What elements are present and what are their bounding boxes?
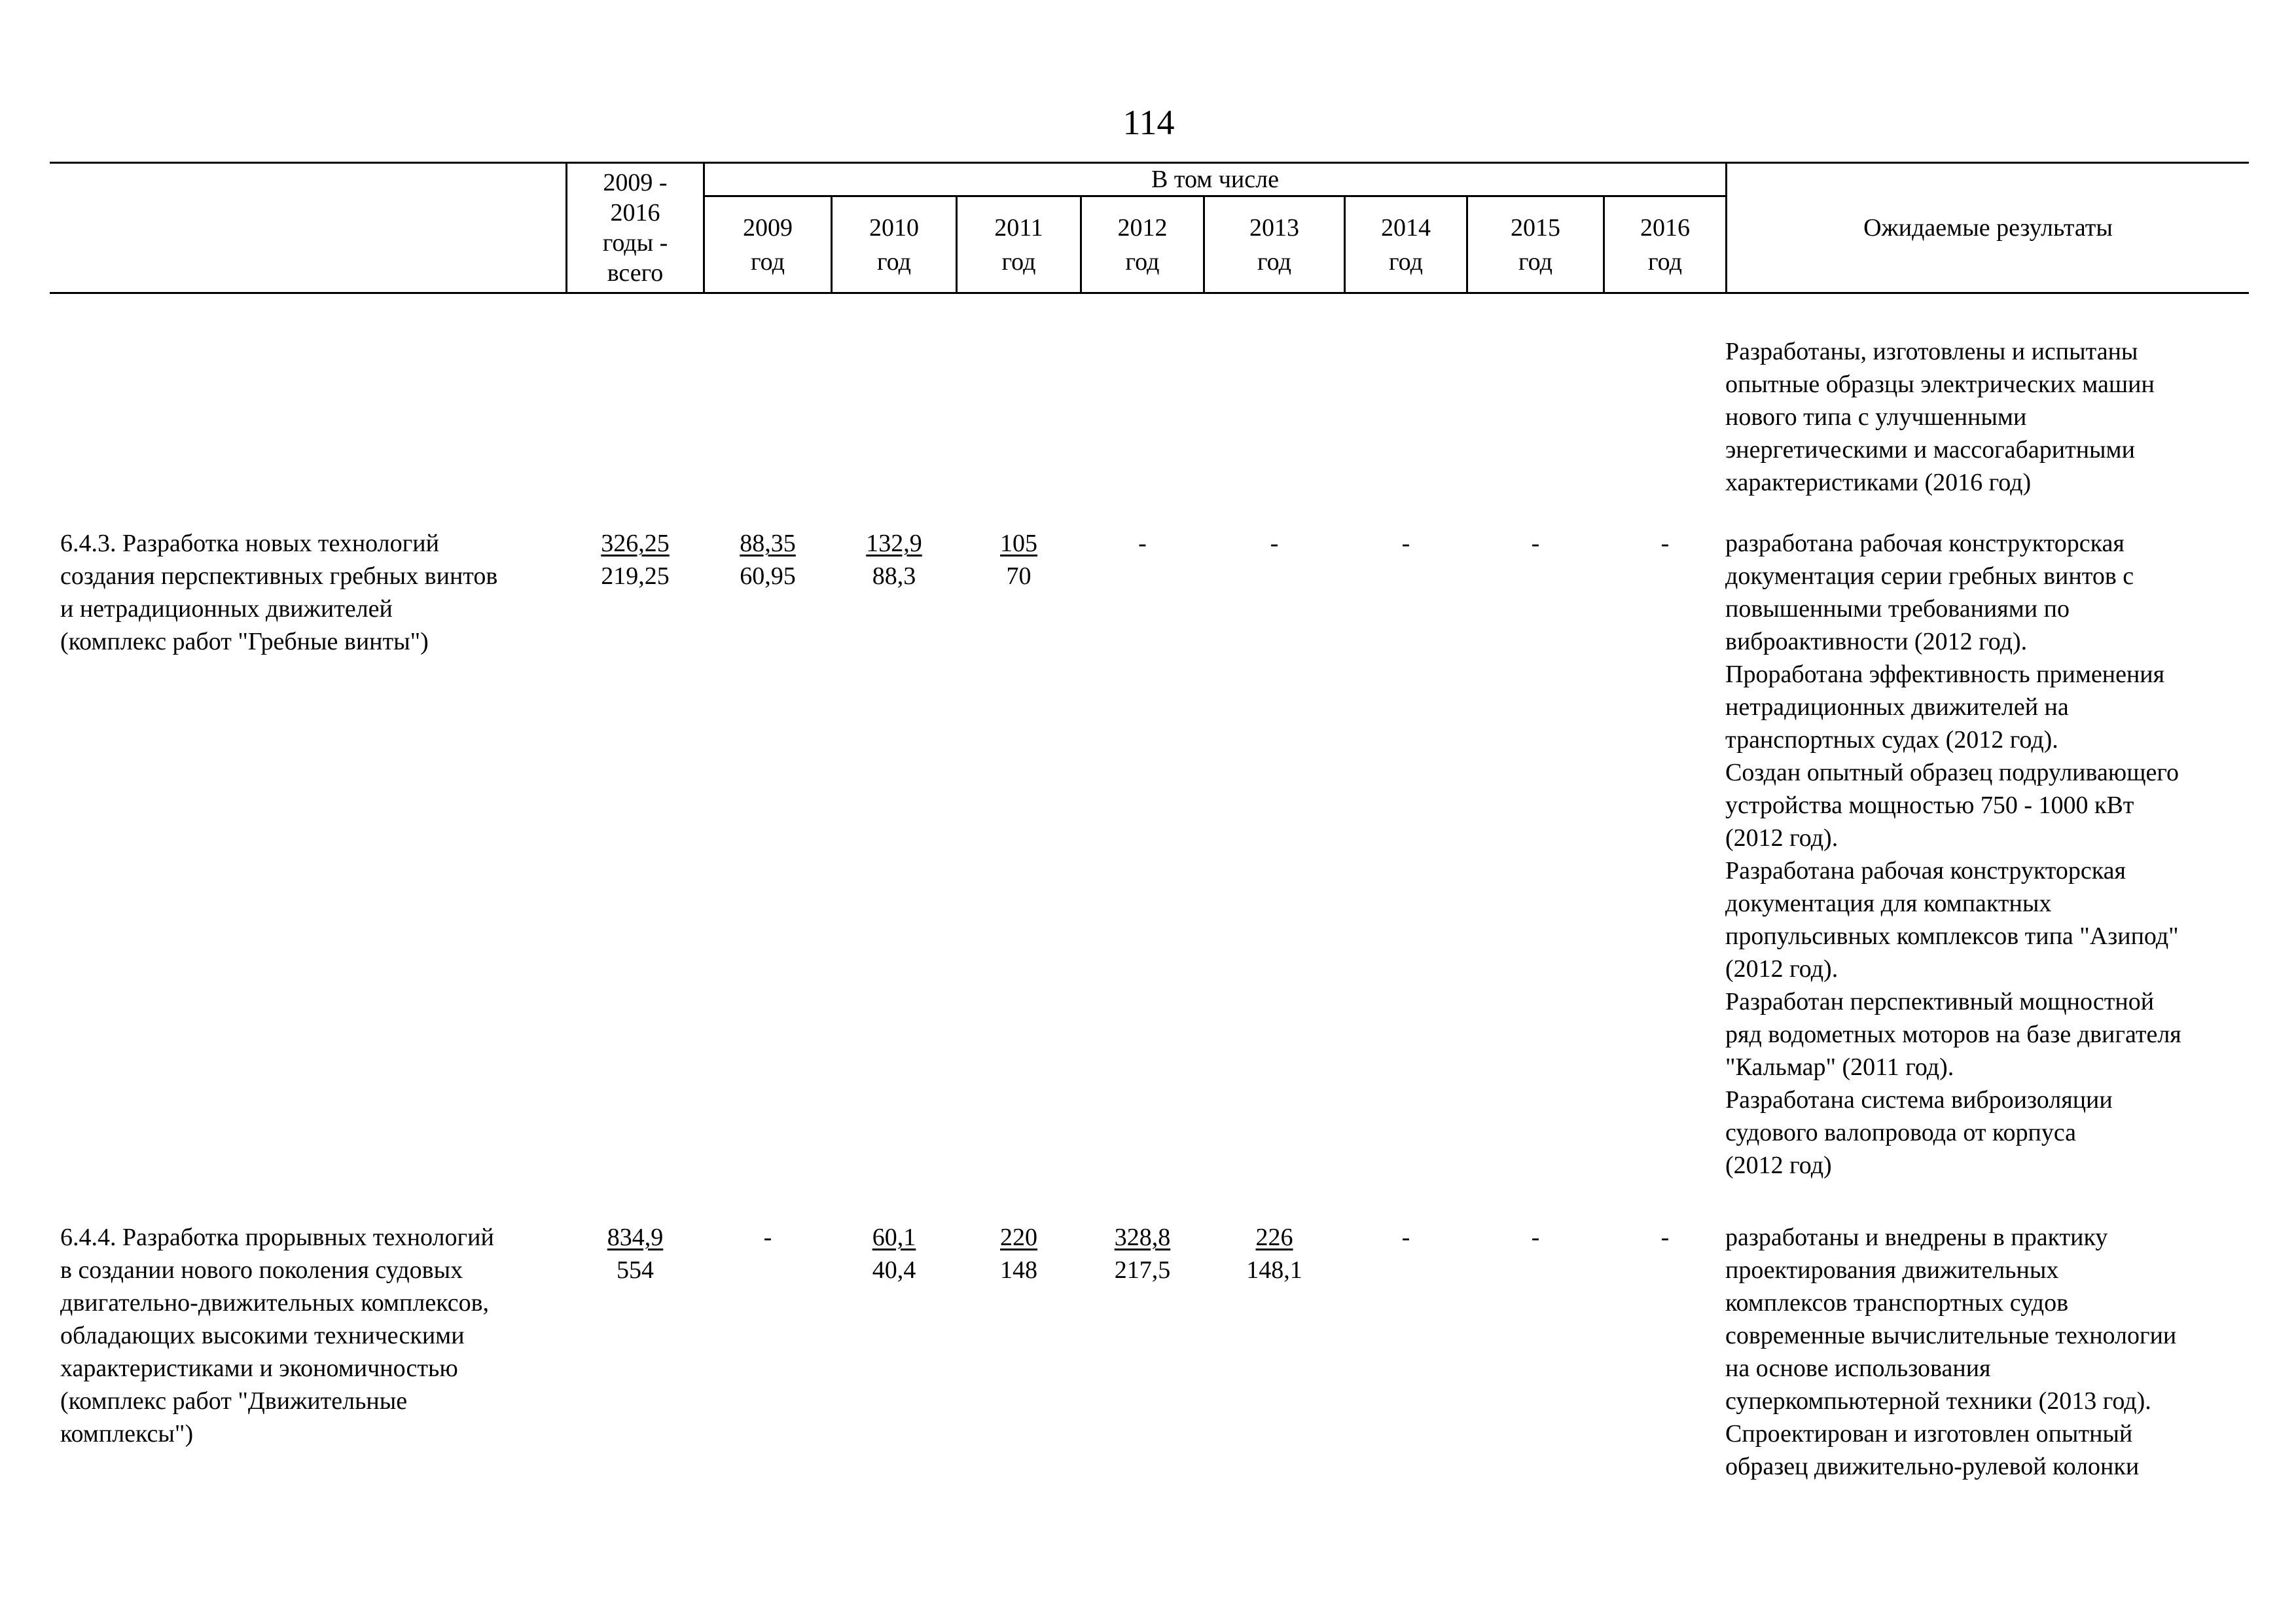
header-year-2010: 2010 год [869, 213, 919, 276]
row-6-4-3-2014: - [1401, 530, 1410, 557]
continuation-result: Разработаны, изготовлены и испытаны опытные образцы электрических машин нового типа с улучшенными энергетическими и массогабаритными характеристиками (2016 год) [1725, 338, 2155, 496]
row-6-4-4-2010: 60,1 40,4 [872, 1224, 916, 1284]
row-6-4-3-name: 6.4.3. Разработка новых технологий создания перспективных гребных винтов и нетрадиционных движителей (комплекс работ "Гребные винты") [60, 530, 498, 655]
row-6-4-4-total: 834,9 554 [607, 1224, 664, 1284]
row-6-4-3-total: 326,25 219,25 [601, 530, 670, 590]
page-number: 114 [1122, 103, 1175, 142]
row-6-4-4-2013: 226 148,1 [1246, 1224, 1302, 1284]
row-6-4-4-2014: - [1401, 1224, 1410, 1251]
row-6-4-4-2016: - [1660, 1224, 1670, 1251]
row-6-4-4-result: разработаны и внедрены в практику проектирования движительных комплексов транспортных судов современные вычислительные технологии на основе использования суперкомпьютерной техники (2013 год). Спроектирован и изготовлен опытный образец движительно-рулевой колонки [1725, 1224, 2177, 1480]
header-year-2011: 2011 год [994, 213, 1043, 276]
row-6-4-4-2009: - [763, 1224, 772, 1251]
row-6-4-3-2010: 132,9 88,3 [866, 530, 922, 590]
row-6-4-3-result: разработана рабочая конструкторская документация серии гребных винтов с повышенными требованиями по виброактивности (2012 год). Проработана эффективность применения нетрадиционных движителей на транспортных судах (2012 год). Создан опытный образец подруливающего устройства мощностью 750 - 1000 кВт (2012 год). Разработана рабочая конструкторская документация для компактных пропульсивных комплексов типа "Азипод" (2012 год). Разработан перспективный мощностной ряд водометных моторов на базе двигателя "Кальмар" (2011 год). Разработана система виброизоляции судового валопровода от корпуса (2012 год) [1725, 530, 2181, 1179]
header-total-column: 2009 - 2016 годы - всего [602, 169, 668, 287]
header-year-2009: 2009 год [743, 213, 793, 276]
header-bottom-rule [50, 292, 2249, 294]
row-6-4-3-2016: - [1660, 530, 1670, 557]
row-6-4-4-2011: 220 148 [1000, 1224, 1037, 1284]
row-6-4-3-2011: 105 70 [1000, 530, 1037, 590]
row-6-4-3-2015: - [1531, 530, 1540, 557]
header-year-2015: 2015 год [1511, 213, 1560, 276]
header-year-2016: 2016 год [1640, 213, 1690, 276]
header-year-2012: 2012 год [1117, 213, 1168, 276]
row-6-4-3-2012: - [1138, 530, 1147, 557]
header-results-column: Ожидаемые результаты [1863, 214, 2113, 242]
header-year-2013: 2013 год [1249, 213, 1299, 276]
row-6-4-4-2012: 328,8 217,5 [1114, 1224, 1171, 1284]
row-6-4-3-2013: - [1270, 530, 1279, 557]
row-6-4-4-2015: - [1531, 1224, 1540, 1251]
row-6-4-4-name: 6.4.4. Разработка прорывных технологий в создании нового поколения судовых двигательно-движительных комплексов, обладающих высокими техническими характеристиками и экономичностью (комплекс работ "Движительные комплексы") [60, 1224, 494, 1448]
header-year-2014: 2014 год [1381, 213, 1431, 276]
row-6-4-3-2009: 88,35 60,95 [740, 530, 796, 590]
header-group-label: В том числе [1151, 166, 1279, 193]
